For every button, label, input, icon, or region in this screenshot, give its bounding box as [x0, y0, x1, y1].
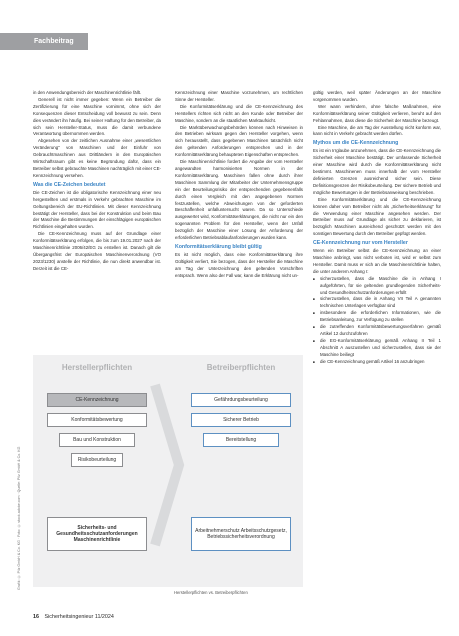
text-column-3	[313, 90, 441, 366]
box-design-construction: Bau und Konstruktion	[59, 433, 135, 447]
section-tab: Fachbeitrag	[0, 33, 88, 50]
list-item: ■ sicherzustellen, dass die in Anhang VII Teil A genannten technischen Unterlagen verfügbar sind	[320, 296, 441, 310]
paragraph: in den Anwendungsbereich der Maschinenrichtlinie fällt.	[33, 90, 142, 95]
figure-title-operator: Betreiberpflichten	[206, 363, 276, 372]
page-footer	[33, 614, 114, 620]
section-heading: CE-Kennzeichnung nur vom Hersteller	[313, 240, 408, 247]
box-conformity-assessment: Konformitätsbewertung	[47, 413, 147, 427]
list-item: ■ die EG-Konformitätserklärung gemäß Anhang II Teil 1 Abschnitt A auszustellen und sicherzustellen, dass sie der Maschine beiliegt	[320, 338, 441, 359]
obligations-list	[313, 276, 441, 366]
paragraph: Abgesehen von der zeitlichen Ausnahme einer „wesentlichen Veränderung" von Maschinen und der Einfuhr von Gebrauchtmaschinen aus Drittländern in den Europäischen Wirtschaftsraum gibt es keine Begründung dafür, dass ein Betreiber selbst gebrauchte Maschinen nachträglich mit einer CE-Kennzeichnung versehen.	[33, 138, 161, 178]
paragraph: Wenn ein Betreiber selbst die CE-Kennzeichnung an einer Maschine anbringt, was nicht verboten ist, wird er selbst zum Hersteller. Damit muss er sich an die Maschinenrichtlinie halten, die unter anderem Anhang I:	[313, 248, 441, 274]
list-item: ■ sicherzustellen, dass die Maschine die in Anhang I aufgeführten, für sie geltenden grundlegenden Sicherheits- und Gesundheitsschutzanforderungen erfüllt	[320, 276, 441, 297]
paragraph: Generell ist nicht immer gegeben: Wenn ein Betreiber die Zertifizierung für eine Maschine vornimmt, ohne sich der Konsequenzen dieser Entscheidung voll bewusst zu sein. Denn dies verändert ihn häufig. Bei seiner Haftung für den Betreiber, da sich sein Hersteller-Status, muss die damit verbundene Verantwortung übernommen werden.	[33, 96, 161, 137]
section-heading: Mythos um die CE-Kennzeichnung	[313, 140, 399, 147]
paragraph: Die CE-Kennzeichnung muss auf der Grundlage einer Konformitätserklärung erfolgen, die bis zum 19.01.2027 nach der Maschinenrichtlinie 2006/42/EG zu erstellen ist. Danach gilt die Übergangsfrist der Europäischen Maschinenverordnung (VO 2023/1230) anstelle der Richtlinie, die nun direkt anwendbar ist. Derzeit ist die CE-	[33, 231, 161, 271]
paragraph: Die Marktüberwachungsbehörden können nach Hinweisen in den Betrieben wirksam gegen den Hersteller vorgehen, wenn sich herausstellt, dass gegebenen Maschinen tatsächlich nicht den geltenden Anforderungen entsprechen und in der Konformitätserklärung behaupteten Eigenschaften entsprechen.	[175, 124, 303, 158]
box-worker-protection: Arbeitnehmerschutz Arbeitsschutzgesetz, Betriebssicherheitsverordnung	[191, 517, 291, 551]
box-ce-marking: CE-Kennzeichnung	[47, 393, 147, 407]
obligations-figure	[33, 355, 303, 587]
journal-name: Sicherheitsingenieur 11/2024	[44, 614, 114, 620]
paragraph: Eine Maschine, die am Tag der Ausstellung nicht konform war, kann nicht in Verkehr gebracht werden dürfen.	[313, 124, 441, 137]
section-heading: Konformitätserklärung bleibt gültig	[175, 243, 262, 250]
figure-title-manufacturer: Herstellerpflichten	[61, 363, 133, 372]
page-number: 16	[33, 614, 39, 620]
paragraph: Kennzeichnung einer Maschine vorzunehmen, um rechtlichen Sinne der Hersteller.	[175, 90, 303, 102]
paragraph: Es ist ein Irrglaube anzunehmen, dass die CE-Kennzeichnung die Sicherheit einer Maschine bestätigt. Der umfassende Sicherheit einer Maschine wird durch die Konformitätserklärung nicht bestimmt. Maschinenen muss innerhalb der vom Hersteller definierten Grenzen ausreichend sicher sein. Diese Definitionsgrenzen der Risikobeurteilung. Der sichere Betrieb und mögliche Bewertungen in der Betriebsanweisung beschrieben.	[313, 148, 441, 195]
paragraph: Eine Konformitätserklärung und die CE-Kennzeichnung können daher vom Betreiber nicht als „Sicherheitserklärung" für die Verwendung einer Maschine angesehen werden. Der Betreiber muss auf Grundlage als sicher zu deklarieren, ist bezüglich Maschinen ausreichend geschützt werden mit den sonstigen Bewertung durch den Betreiber gepfügt werden.	[313, 196, 441, 237]
box-safety-requirements: Sicherheits- und Gesundheitsschutzanforderungen Maschinenrichtlinie	[47, 517, 147, 551]
text-column-2	[175, 90, 303, 280]
list-item: ■ die CE-Kennzeichnung gemäß Artikel 16 anzubringen	[320, 359, 441, 366]
box-risk-assessment: Risikobeurteilung	[71, 453, 123, 467]
paragraph: Es ist nicht möglich, dass eine Konformitätserklärung ihre Gültigkeit verliert, Sie bezogen, dass der Hersteller die Maschine am Tag der Unterzeichnung den geltenden Vorschriften entsprach. Wenn also der Fall war, kann die Erklärung nicht un-	[175, 251, 303, 278]
paragraph: Die Konformitätserklärung und die CE-Kennzeichnung des Herstellers richten sich nicht an den Kunde oder Betreiber der Maschine, sondern an die staatlichen Marktaufsicht.	[175, 103, 303, 123]
paragraph: Die CE-Zeichen ist die obligatorische Kennzeichnung einer neu hergestellten und erstmals in Verkehr gebrachten Maschine im Geltungsbereich der EU-Richtlinien. Mit dieser Kennzeichnung bestätigt der Hersteller, dass bei der Konstruktion und beim Bau der Maschine die Bestimmungen der einschlägigen europäischen Richtlinien eingehalten wurden.	[33, 189, 161, 230]
text-column-1	[33, 90, 161, 273]
box-provision: Bereitstellung	[203, 433, 279, 447]
figure-caption: Herstellerpflichten vs. Betreiberpflichten	[174, 590, 248, 595]
list-item: ■ insbesondere die erforderlichen Informationen, wie die Betriebsanleitung, zur Verfügung zu stellen	[320, 310, 441, 324]
box-safe-operation: Sicherer Betrieb	[191, 413, 291, 427]
paragraph: Wer wann verhindern, ohne falsche Maßnahmen, eine Konformitätserklärung seiner Gültigkeit verlieren, beruht auf den Fehlannahmen, dass diese die Sicherheit der Maschine bezeugt.	[313, 103, 441, 123]
section-heading: Was die CE-Zeichen bedeutet	[33, 181, 106, 188]
list-item: ■ die zutreffenden Konformitätsbewertungsverfahren gemäß Artikel 12 durchzuführen	[320, 324, 441, 338]
image-credit: Grafik: © Pilz GmbH & Co. KG · Foto: © stock.adobe.com · Quelle: Pilz GmbH & Co. KG	[17, 446, 21, 590]
box-hazard-assessment: Gefährdungsbeurteilung	[191, 393, 291, 407]
paragraph: gültig werden, weil später Änderungen an der Maschine vorgenommen wurden.	[313, 90, 441, 102]
paragraph: Die Maschinenrichtlinie fordert die Angabe der vom Hersteller angewandten harmonisierten Normen in der Konformitätserklärung. Maschinen fallen ohne durch ihrer Maschinen Sammlung der Mitarbeiter der Unternehmensgruppe ein der Beurteilungsrisiko der entsprechenden gegebenenfalls durch einen Vergleich mit den angegebenen Normen festzustellen, welche Abweichungen von der geforderten Beschaffenheit unfalluntersucht waren. Da so Unterschiede ausgewertet wird, Konformitätserklärungen, die nicht nur ein den sogenannten Problem für den Hersteller, wenn der Unfall bezüglich der Maschine einer Lösung der Anforderung der erforderlichen Betriebsablaufanforderungen wurden kann.	[175, 159, 303, 241]
arrow-icon	[149, 375, 187, 555]
